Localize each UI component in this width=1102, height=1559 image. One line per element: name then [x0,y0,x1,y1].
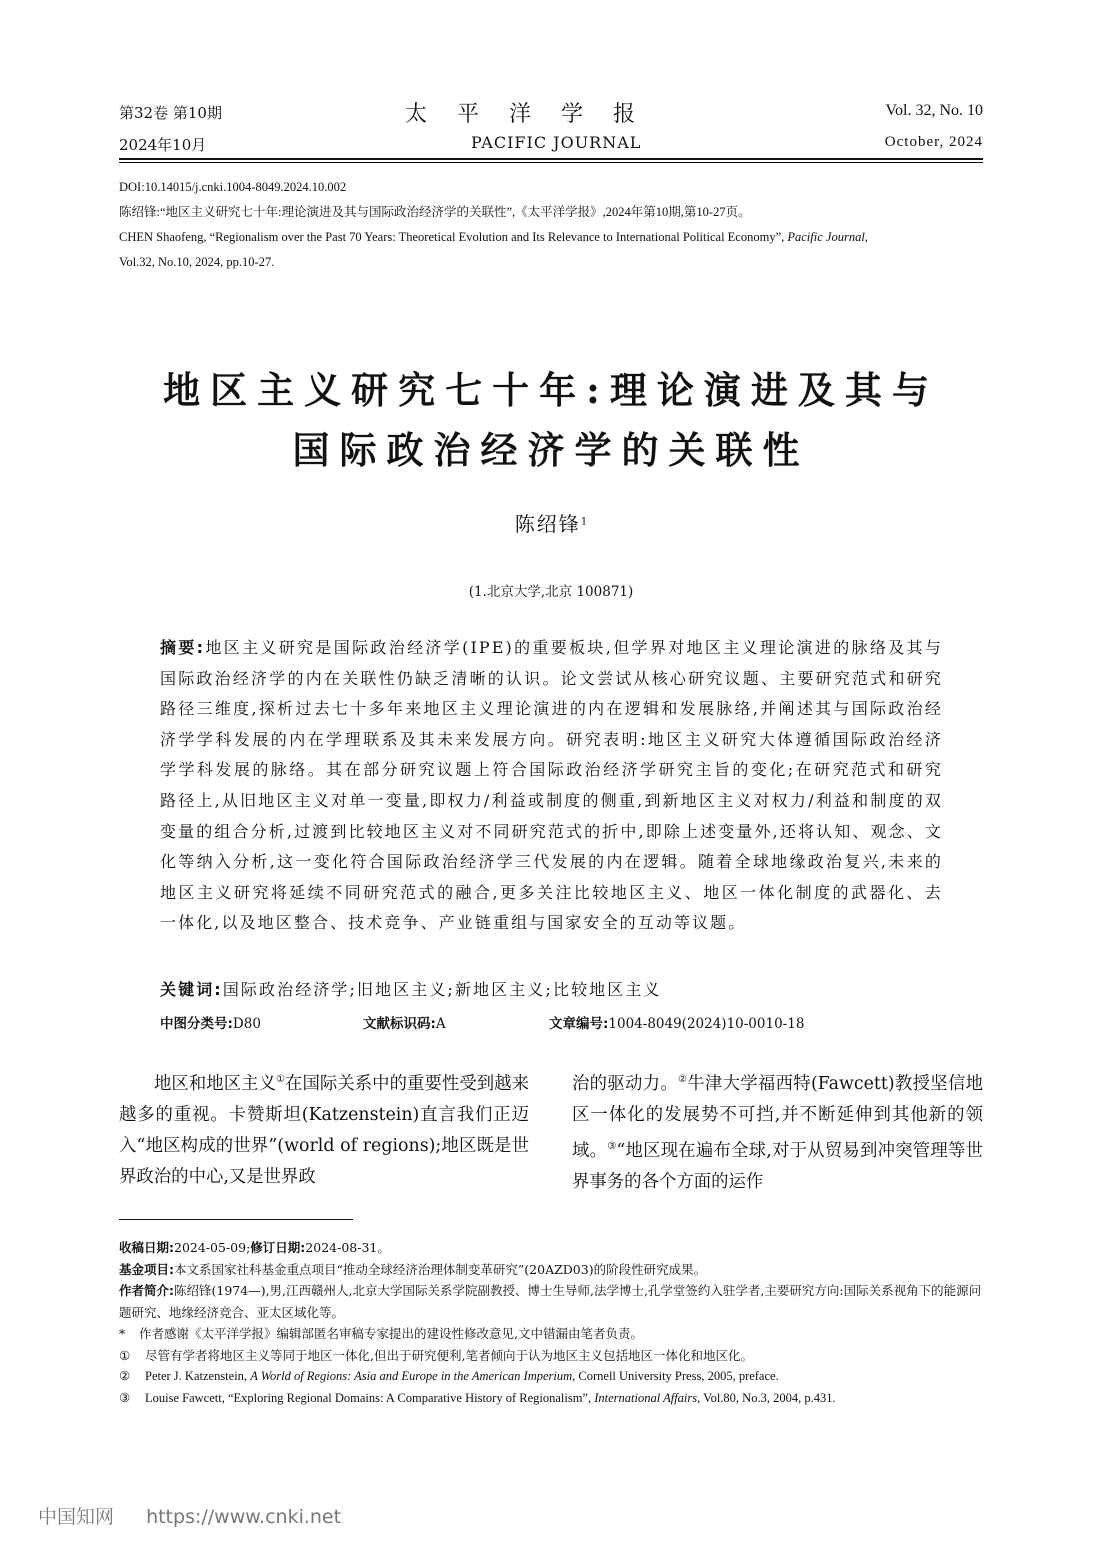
clc-value: D80 [232,1016,261,1032]
doi: DOI:10.14015/j.cnki.1004-8049.2024.10.002 [119,180,347,194]
journal-title-cn: 太平洋学报 [405,102,666,127]
article-number-value: 1004-8049(2024)10-0010-18 [608,1016,805,1032]
abstract-text: 地区主义研究是国际政治经济学(IPE)的重要板块,但学界对地区主义理论演进的脉络及其与国际政治经济学的内在关联性仍缺乏清晰的认识。论文尝试从核心研究议题、主要研究范式和研究路径三维度,探析过去七十多年来地区主义理论演进的内在逻辑和发展脉络,并阐述其与国际政治经济学学科发展的内在学理联系及其未来发展方向。研究表明:地区主义研究大体遵循国际政治经济学学科发展的脉络。其在部分研究议题上符合国际政治经济学研究主旨的变化;在研究范式和研究路径上,从旧地区主义对单一变量,即权力/利益或制度的侧重,到新地区主义对权力/利益和制度的双变量的组合分析,过渡到比较地区主义对不同研究范式的折中,即除上述变量外,还将认知、观念、文化等纳入分析,这一变化符合国际政治经济学三代发展的内在逻辑。随着全球地缘政治复兴,未来的地区主义研究将延续不同研究范式的融合,更多关注比较地区主义、地区一体化制度的武器化、去一体化,以及地区整合、技术竞争、产业链重组与国家安全的互动等议题。 [160,638,943,933]
document-code-label: 文献标识码: [363,1016,436,1032]
footnote-3-volume: , Vol.80, No.3, 2004, p.431. [697,1390,836,1405]
revised-value: 2024-08-31。 [305,1240,390,1255]
received-value: 2024-05-09; [174,1240,251,1255]
footnote-3 [119,1388,983,1410]
header-rule-top [119,158,983,160]
keywords-text: 国际政治经济学;旧地区主义;新地区主义;比较地区主义 [222,980,662,999]
body-right-text-1: 治的驱动力。 [572,1073,679,1094]
date-en: October, 2024 [884,134,983,150]
keywords-label: 关键词: [160,980,223,999]
volume-issue-en: Vol. 32, No. 10 [885,102,983,119]
acknowledgement [119,1323,983,1345]
revised-label: 修订日期: [250,1240,306,1255]
article-title-line-1: 地区主义研究七十年:理论演进及其与 [163,368,939,412]
body-column-left [119,1064,529,1193]
watermark-url: https://www.cnki.net [146,1506,342,1528]
footnote-ref-3: ③ [607,1140,617,1152]
footnote-3-journal: International Affairs [594,1390,698,1405]
citation-en-comma: , [864,230,868,244]
body-left-text-2: 在国际关系中的重要性受到越来越多的重视。卡赞斯坦(Katzenstein)直言我们正迈入“地区构成的世界”(world of regions);地区既是世界政治的中心,又是世界政 [119,1073,529,1187]
footnote-2-title: A World of Regions: Asia and Europe in the American Imperium [250,1369,573,1383]
journal-title-en: PACIFIC JOURNAL [471,133,642,152]
footnote-3-author: Louise Fawcett, “Exploring Regional Domains: A Comparative History of Regionalism”, [145,1390,595,1405]
fund-text: 本文系国家社科基金重点项目“推动全球经济治理体制变革研究”(20AZD03)的阶段性研究成果。 [174,1261,707,1277]
fund-note [119,1259,983,1281]
cnki-watermark [38,1502,341,1529]
received-dates [119,1237,983,1259]
abstract [160,633,943,939]
footnote-1 [119,1345,983,1367]
footnote-3-text [145,1388,836,1410]
fund-label: 基金项目: [119,1261,174,1277]
received-label: 收稿日期: [119,1240,174,1255]
clc-label: 中图分类号: [160,1016,233,1032]
footnote-ref-1: ① [276,1074,286,1085]
citation-en [119,225,983,250]
document-code-value: A [435,1016,446,1032]
body-right-text-3: “地区现在遍布全球,对于从贸易到冲突管理等世界事务的各个方面的运作 [572,1140,983,1192]
author-affiliation-mark: 1 [580,516,588,528]
citation-en-journal: Pacific Journal [787,230,865,244]
affiliation: (1.北京大学,北京 100871) [468,584,634,600]
article-number [549,1012,804,1032]
footnote-separator [119,1219,353,1220]
article-title-line-2: 国际政治经济学的关联性 [292,428,810,472]
author-name: 陈绍锋 [514,512,581,536]
document-code [363,1012,446,1032]
ack-text: 作者感谢《太平洋学报》编辑部匿名审稿专家提出的建设性修改意见,文中错漏由笔者负责。 [139,1326,643,1341]
clc-number [160,1012,261,1032]
ack-mark: * [119,1326,126,1341]
volume-issue-cn: 第32卷 第10期 [119,104,222,122]
date-cn: 2024年10月 [119,136,207,154]
footnote-2-text [145,1366,779,1388]
footnote-2-mark: ② [119,1369,131,1383]
body-left-text-1: 地区和地区主义 [154,1073,277,1094]
body-column-right [572,1064,983,1198]
citation-en-volume: Vol.32, No.10, 2024, pp.10-27. [119,255,275,269]
bio-text: 陈绍锋(1974—),男,江西赣州人,北京大学国际关系学院副教授、博士生导师,法学博士,孔学堂签约入驻学者,主要研究方向:国际关系视角下的能源问题研究、地缘经济竞合、亚太区域化等。 [119,1283,982,1320]
article-number-label: 文章编号: [549,1016,609,1032]
citation-en-text: CHEN Shaofeng, “Regionalism over the Past 70 Years: Theoretical Evolution and Its Relevance to International Political Economy”, [119,230,788,244]
footnote-2 [119,1366,983,1388]
bio-label: 作者简介: [119,1283,174,1298]
author-bio [119,1280,983,1323]
keywords [160,975,943,1006]
footnote-3-mark: ③ [119,1390,131,1405]
watermark-site-name: 中国知网 [38,1506,115,1528]
citation-cn: 陈绍锋:“地区主义研究七十年:理论演进及其与国际政治经济学的关联性”,《太平洋学报》,2024年第10期,第10-27页。 [119,205,751,219]
abstract-label: 摘要: [160,638,206,657]
author-line [0,508,1102,537]
body-right-text-2: 牛津大学福西特(Fawcett)教授坚信地区一体化的发展势不可挡,并不断延伸到其他新的领域。 [572,1073,983,1161]
footnote-2-publisher: , Cornell University Press, 2005, preface. [572,1369,779,1383]
footnote-1-mark: ① [119,1347,131,1363]
footnote-ref-2: ② [678,1074,688,1085]
citation-block [119,175,983,275]
footnote-2-author: Peter J. Katzenstein, [145,1369,251,1383]
header-rule-bottom [119,162,983,163]
footnote-1-text: 尽管有学者将地区主义等同于地区一体化,但出于研究便利,笔者倾向于认为地区主义包括地区一体化和地区化。 [145,1347,753,1363]
footnotes [119,1237,983,1409]
